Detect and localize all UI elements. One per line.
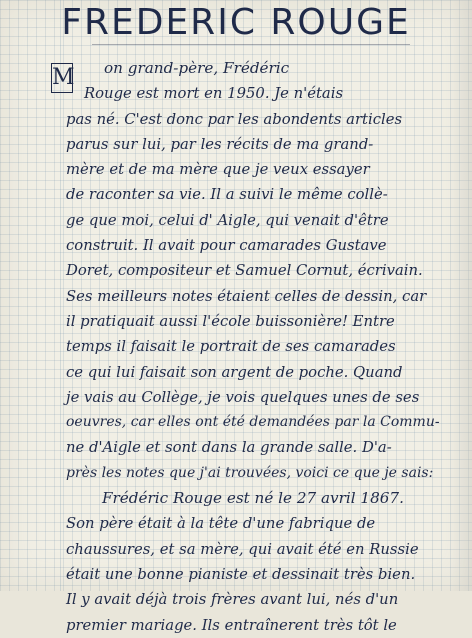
- text-line: de raconter sa vie. Il a suivi le même collè-: [66, 186, 388, 204]
- text-line: Il y avait déjà trois frères avant lui, nés d'un: [66, 591, 399, 609]
- text-line: on grand-père, Frédéric: [104, 59, 290, 77]
- page-edge-shadow: [450, 0, 472, 591]
- text-line: pas né. C'est donc par les abondents articles: [66, 110, 403, 128]
- handwritten-text: [66, 56, 440, 638]
- paragraph-2: [66, 486, 419, 638]
- title-underline: [92, 44, 410, 45]
- text-line: ge que moi, celui d' Aigle, qui venait d'être: [66, 211, 389, 229]
- text-line: il pratiquait aussi l'école buissonière! Entre: [66, 312, 395, 330]
- page-title: FREDERIC ROUGE: [61, 2, 411, 43]
- text-line: près les notes que j'ai trouvées, voici ce que je sais:: [66, 464, 434, 481]
- text-line: temps il faisait le portrait de ses camarades: [66, 338, 396, 356]
- text-line: chaussures, et sa mère, qui avait été en Russie: [66, 540, 419, 558]
- text-line: Rouge est mort en 1950. Je n'étais: [84, 85, 344, 103]
- text-line: Doret, compositeur et Samuel Cornut, écrivain.: [66, 262, 423, 280]
- text-line: parus sur lui, par les récits de ma grand-: [66, 135, 374, 153]
- text-line: était une bonne pianiste et dessinait très bien.: [66, 565, 416, 583]
- text-line: Frédéric Rouge est né le 27 avril 1867.: [102, 489, 404, 508]
- text-line: construit. Il avait pour camarades Gustave: [66, 237, 387, 255]
- drop-cap-initial: M: [51, 63, 73, 93]
- text-line: oeuvres, car elles ont été demandées par la Commu-: [66, 414, 440, 431]
- text-line: mère et de ma mère que je veux essayer: [66, 161, 370, 179]
- paragraph-1: [66, 56, 440, 486]
- text-line: Ses meilleurs notes étaient celles de dessin, car: [66, 287, 427, 305]
- text-line: premier mariage. Ils entraînerent très tôt le: [66, 616, 397, 634]
- text-line: ne d'Aigle et sont dans la grande salle. D'a-: [66, 439, 392, 457]
- text-line: ce qui lui faisait son argent de poche. Quand: [66, 363, 403, 381]
- text-line: je vais au Collège, je vois quelques unes de ses: [66, 388, 420, 406]
- text-line: Son père était à la tête d'une fabrique de: [66, 515, 376, 533]
